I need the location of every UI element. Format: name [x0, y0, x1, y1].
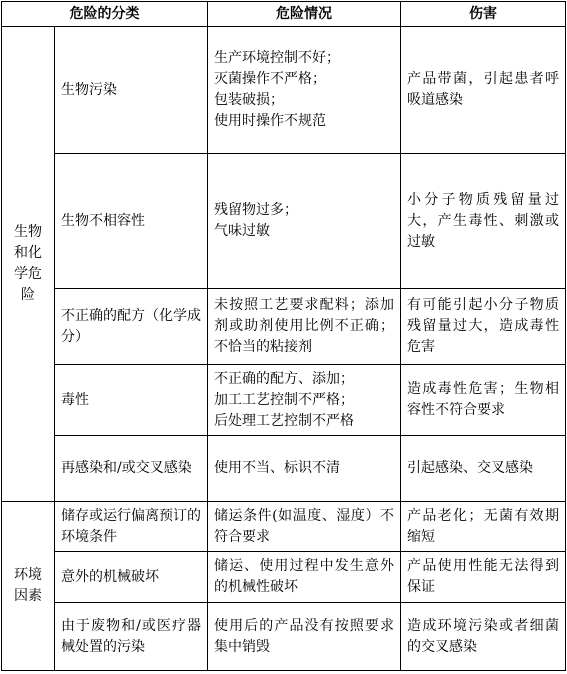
situation-cell: 使用不当、标识不清 [208, 436, 401, 502]
table-row [2, 502, 566, 552]
hazard-type-cell: 毒性 [55, 365, 208, 436]
situation-line: 使用时操作不规范 [214, 113, 326, 129]
table-row [2, 436, 566, 502]
table-row [2, 154, 566, 289]
situation-line: 后处理工艺控制不严格 [214, 412, 354, 429]
situation-cell: 未按照工艺要求配料；添加剂或助剂使用比例不正确；不恰当的粘接剂 [208, 289, 401, 365]
harm-cell: 造成毒性危害；生物相容性不符合要求 [401, 365, 566, 436]
hazard-type-cell: 再感染和/或交叉感染 [55, 436, 208, 502]
header-row [2, 2, 566, 27]
table-row [2, 603, 566, 671]
situation-cell: 储运条件(如温度、湿度）不符合要求 [208, 502, 401, 552]
hazard-type-cell: 由于废物和/或医疗器械处置的污染 [55, 603, 208, 671]
header-category: 危险的分类 [2, 2, 208, 27]
harm-cell: 小分子物质残留量过大，产生毒性、刺激或过敏 [401, 154, 566, 289]
header-situation: 危险情况 [208, 2, 401, 27]
situation-line: 气味过敏 [214, 223, 270, 239]
situation-cell: 使用后的产品没有按照要求集中销毁 [208, 603, 401, 671]
table-row [2, 552, 566, 603]
situation-cell: 储运、使用过程中发生意外的机械性破坏 [208, 552, 401, 603]
hazard-table [1, 1, 566, 671]
harm-cell: 产品老化；无菌有效期缩短 [401, 502, 566, 552]
hazard-type-cell: 不正确的配方（化学成分） [55, 289, 208, 365]
situation-line: 残留物过多； [214, 202, 298, 218]
harm-cell: 产品使用性能无法得到保证 [401, 552, 566, 603]
harm-cell: 引起感染、交叉感染 [401, 436, 566, 502]
situation-line: 不正确的配方、添加； [214, 370, 354, 387]
table-row [2, 365, 566, 436]
situation-line: 加工工艺控制不严格； [214, 391, 354, 408]
situation-cell [208, 154, 401, 289]
hazard-type-cell: 生物不相容性 [55, 154, 208, 289]
situation-cell [208, 365, 401, 436]
situation-line: 生产环境控制不好； [214, 50, 340, 66]
situation-line: 包装破损； [214, 92, 284, 108]
table-row [2, 289, 566, 365]
harm-cell: 产品带菌，引起患者呼吸道感染 [401, 27, 566, 154]
hazard-type-cell: 生物污染 [55, 27, 208, 154]
hazard-type-cell: 储存或运行偏离预订的环境条件 [55, 502, 208, 552]
situation-line: 灭菌操作不严格； [214, 71, 326, 87]
hazard-type-cell: 意外的机械破坏 [55, 552, 208, 603]
header-harm: 伤害 [401, 2, 566, 27]
table-row [2, 27, 566, 154]
harm-cell: 造成环境污染或者细菌的交叉感染 [401, 603, 566, 671]
category-cell: 生物和化学危险 [2, 27, 55, 502]
harm-cell: 有可能引起小分子物质残留量过大，造成毒性危害 [401, 289, 566, 365]
category-cell: 环境因素 [2, 502, 55, 671]
situation-cell [208, 27, 401, 154]
